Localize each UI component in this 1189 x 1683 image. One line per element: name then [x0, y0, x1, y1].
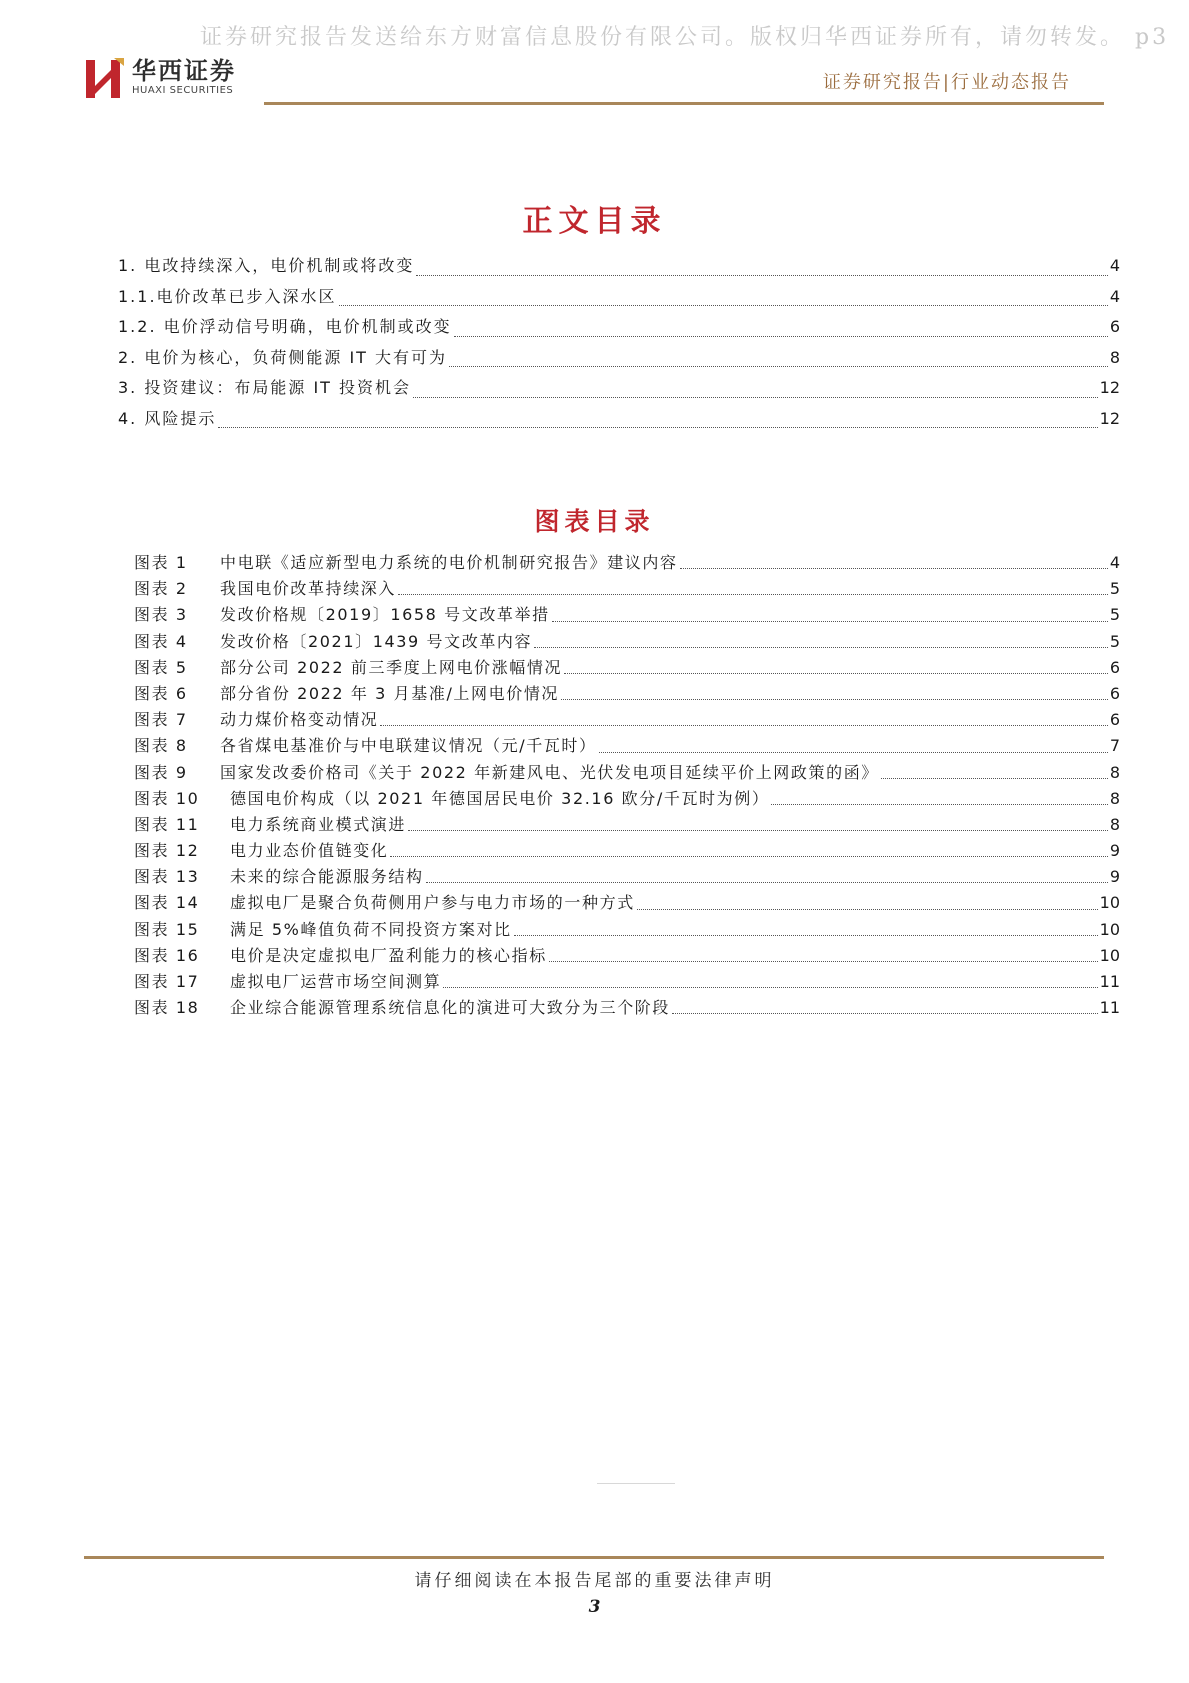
figure-item[interactable] [134, 917, 1120, 943]
figure-item-text: 德国电价构成（以 2021 年德国居民电价 32.16 欧分/千瓦时为例） [230, 788, 770, 808]
figure-item[interactable] [134, 760, 1120, 786]
toc-item-text: 1.2. 电价浮动信号明确，电价机制或改变 [118, 317, 452, 336]
dot-leader [426, 881, 1108, 883]
toc-item-text: 2. 电价为核心，负荷侧能源 IT 大有可为 [118, 347, 448, 367]
footer-divider [84, 1556, 1104, 1559]
figure-item[interactable] [134, 995, 1120, 1021]
figure-item-page: 11 [1099, 998, 1120, 1018]
figure-item-number: 图表 4 [134, 631, 188, 651]
dot-leader [413, 396, 1098, 398]
figure-item-page: 7 [1109, 736, 1120, 756]
figure-item[interactable] [134, 576, 1120, 602]
figure-item-text: 部分省份 2022 年 3 月基准/上网电价情况 [220, 683, 560, 703]
figure-item-text: 企业综合能源管理系统信息化的演进可大致分为三个阶段 [230, 998, 671, 1018]
figure-item[interactable] [134, 838, 1120, 864]
dot-leader [454, 335, 1108, 337]
page-artifact-line [597, 1483, 675, 1484]
toc-item[interactable] [118, 406, 1120, 437]
toc-item[interactable] [118, 375, 1120, 406]
legal-notice: 请仔细阅读在本报告尾部的重要法律声明 [414, 1571, 775, 1591]
report-type-label: 证券研究报告|行业动态报告 [822, 72, 1071, 93]
figure-item[interactable] [134, 890, 1120, 916]
figure-item-page: 10 [1099, 893, 1120, 913]
dot-leader [771, 803, 1107, 805]
toc-item-page: 8 [1109, 347, 1120, 367]
figure-item-page: 10 [1099, 945, 1120, 965]
toc-item[interactable] [118, 314, 1120, 345]
figure-item-number: 图表 18 [134, 998, 200, 1018]
toc-item-text: 1.1.电价改革已步入深水区 [118, 286, 337, 306]
figure-item-page: 10 [1099, 919, 1120, 939]
dot-leader [408, 829, 1108, 831]
figure-item[interactable] [134, 864, 1120, 890]
dot-leader [218, 426, 1097, 428]
dot-leader [398, 593, 1108, 595]
figure-item-number: 图表 1 [134, 553, 188, 572]
toc-item-page: 12 [1099, 378, 1120, 397]
figure-item-number: 图表 10 [134, 788, 200, 808]
figure-item-text: 电力业态价值链变化 [230, 841, 389, 861]
figure-item-page: 5 [1109, 631, 1120, 651]
figure-item-page: 6 [1109, 683, 1120, 703]
figure-item-page: 9 [1109, 841, 1120, 861]
figure-item-number: 图表 13 [134, 867, 200, 887]
figure-item-text: 电力系统商业模式演进 [230, 814, 407, 834]
dot-leader [339, 304, 1108, 306]
dot-leader [561, 698, 1108, 700]
toc-list [118, 253, 1120, 436]
figure-item[interactable] [134, 602, 1120, 628]
figure-item-page: 6 [1109, 657, 1120, 677]
toc-title: 正文目录 [522, 204, 667, 239]
figure-item[interactable] [134, 812, 1120, 838]
figure-item-page: 8 [1109, 788, 1120, 808]
figure-list [134, 550, 1120, 1021]
figure-item[interactable] [134, 629, 1120, 655]
figure-item-text: 各省煤电基准价与中电联建议情况（元/千瓦时） [220, 736, 597, 756]
figure-item-text: 发改价格规〔2019〕1658 号文改革举措 [220, 605, 550, 625]
toc-item-page: 6 [1109, 317, 1120, 336]
page-number: 3 [588, 1597, 601, 1617]
dot-leader [390, 855, 1107, 857]
figure-item[interactable] [134, 655, 1120, 681]
dot-leader [449, 365, 1108, 367]
figure-item-number: 图表 7 [134, 710, 188, 730]
dot-leader [599, 751, 1108, 753]
toc-item[interactable] [118, 345, 1120, 376]
figure-item[interactable] [134, 786, 1120, 812]
figure-item-text: 虚拟电厂是聚合负荷侧用户参与电力市场的一种方式 [230, 893, 635, 913]
dot-leader [443, 986, 1097, 988]
toc-item-text: 3. 投资建议：布局能源 IT 投资机会 [118, 378, 412, 397]
figure-item[interactable] [134, 707, 1120, 733]
figure-item-number: 图表 15 [134, 919, 200, 939]
figure-item-number: 图表 3 [134, 605, 188, 625]
figure-item[interactable] [134, 969, 1120, 995]
huaxi-logo-icon [84, 56, 126, 100]
figure-item-page: 8 [1109, 762, 1120, 782]
figure-item[interactable] [134, 681, 1120, 707]
figure-item-number: 图表 14 [134, 893, 200, 913]
dot-leader [552, 620, 1108, 622]
figure-item-text: 部分公司 2022 前三季度上网电价涨幅情况 [220, 657, 563, 677]
figure-item-page: 9 [1109, 867, 1120, 887]
dot-leader [549, 960, 1098, 962]
toc-item[interactable] [118, 253, 1120, 284]
figure-list-title: 图表目录 [534, 507, 655, 536]
figure-item-page: 5 [1109, 579, 1120, 599]
dot-leader [416, 274, 1107, 276]
toc-item-page: 4 [1109, 256, 1120, 275]
figure-item-text: 中电联《适应新型电力系统的电价机制研究报告》建议内容 [220, 553, 678, 572]
toc-item[interactable] [118, 284, 1120, 315]
logo-english-name: HUAXI SECURITIES [132, 85, 234, 96]
figure-item-page: 8 [1109, 814, 1120, 834]
figure-item-text: 发改价格〔2021〕1439 号文改革内容 [220, 631, 533, 651]
figure-item-page: 4 [1109, 553, 1120, 572]
company-logo [84, 56, 236, 100]
figure-item-number: 图表 11 [134, 814, 200, 834]
figure-item-text: 未来的综合能源服务结构 [230, 867, 424, 887]
figure-item-number: 图表 5 [134, 657, 188, 677]
figure-item[interactable] [134, 733, 1120, 759]
dot-leader [514, 934, 1098, 936]
figure-item-page: 6 [1109, 710, 1120, 730]
figure-item-number: 图表 9 [134, 762, 188, 782]
figure-item-page: 5 [1109, 605, 1120, 625]
figure-item[interactable] [134, 550, 1120, 576]
figure-item-text: 动力煤价格变动情况 [220, 710, 379, 730]
figure-item-text: 我国电价改革持续深入 [220, 579, 397, 599]
figure-item-text: 国家发改委价格司《关于 2022 年新建风电、光伏发电项目延续平价上网政策的函》 [220, 762, 879, 782]
dot-leader [380, 724, 1107, 726]
watermark-text: 证券研究报告发送给东方财富信息股份有限公司。版权归华西证券所有，请勿转发。 p3 [200, 25, 1170, 50]
dot-leader [672, 1012, 1098, 1014]
figure-item-number: 图表 8 [134, 736, 188, 756]
toc-item-text: 4. 风险提示 [118, 408, 217, 428]
dot-leader [637, 908, 1098, 910]
toc-item-page: 12 [1099, 408, 1120, 428]
dot-leader [564, 672, 1108, 674]
figure-item-text: 满足 5%峰值负荷不同投资方案对比 [230, 919, 512, 939]
toc-item-text: 1. 电改持续深入，电价机制或将改变 [118, 256, 415, 275]
figure-item-number: 图表 16 [134, 945, 200, 965]
figure-item-number: 图表 2 [134, 579, 188, 599]
dot-leader [680, 567, 1108, 569]
logo-chinese-name: 华西证券 [132, 56, 236, 85]
figure-item-text: 虚拟电厂运营市场空间测算 [230, 972, 442, 991]
figure-item-page: 11 [1099, 972, 1120, 991]
figure-item-number: 图表 12 [134, 841, 200, 861]
figure-item-text: 电价是决定虚拟电厂盈利能力的核心指标 [230, 945, 547, 965]
figure-item[interactable] [134, 943, 1120, 969]
dot-leader [534, 646, 1108, 648]
dot-leader [881, 777, 1108, 779]
figure-item-number: 图表 6 [134, 683, 188, 703]
toc-item-page: 4 [1109, 286, 1120, 306]
figure-item-number: 图表 17 [134, 972, 200, 991]
header-divider [264, 102, 1104, 105]
